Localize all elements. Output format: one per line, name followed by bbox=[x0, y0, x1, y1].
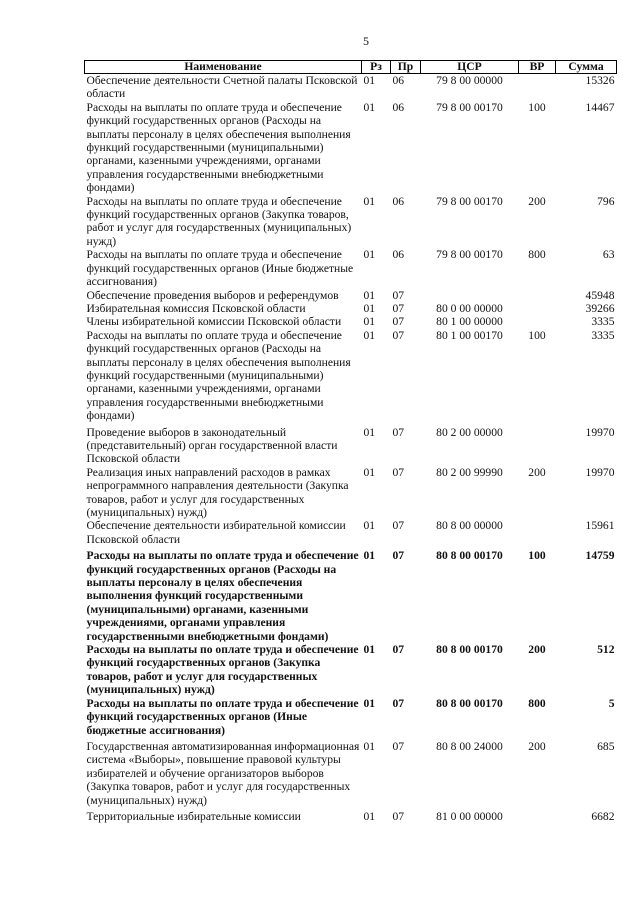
row-csr: 80 8 00 00000 bbox=[436, 519, 503, 533]
row-name: Расходы на выплаты по оплате труда и обеспечение функций государственных органов (Иные бюджетные ассигнования) bbox=[86, 696, 359, 737]
row-pr: 07 bbox=[392, 696, 405, 710]
row-vr: 200 bbox=[528, 194, 546, 208]
row-pr: 07 bbox=[392, 425, 405, 439]
row-name: Реализация иных направлений расходов в рамках непрограммного направления деятельности (Закупка товаров, работ и услуг для государственных (муниципальных) нужд) bbox=[86, 465, 349, 519]
row-vr bbox=[519, 289, 556, 302]
row-sum: 63 bbox=[602, 248, 615, 262]
row-name: Обеспечение проведения выборов и референдумов bbox=[86, 288, 339, 302]
row-pr: 06 bbox=[392, 248, 405, 262]
row-rz: 01 bbox=[363, 301, 376, 315]
row-csr: 80 1 00 00000 bbox=[436, 315, 503, 329]
row-csr: 79 8 00 00000 bbox=[436, 74, 503, 87]
row-csr: 80 2 00 00000 bbox=[436, 425, 503, 439]
column-header-name: Наименование bbox=[85, 61, 362, 74]
row-csr: 80 8 00 00170 bbox=[436, 643, 503, 657]
row-name: Расходы на выплаты по оплате труда и обеспечение функций государственных органов (Расходы на выплаты персоналу в целях обеспечения выполнения функций государственными (муниципальными) органами, казенными учреждениями, органами управления государственными внебюджетными фондами) bbox=[86, 100, 351, 195]
row-name: Расходы на выплаты по оплате труда и обеспечение функций государственных органов (Расходы на выплаты персоналу в целях обеспечения выполнения функций государственными (муниципальными) органами, казенными учреждениями, органами управления государственными внебюджетными фондами) bbox=[86, 549, 359, 643]
row-rz: 01 bbox=[363, 549, 376, 563]
row-sum: 512 bbox=[597, 643, 615, 657]
row-vr: 100 bbox=[528, 100, 546, 114]
table-row bbox=[85, 737, 617, 807]
column-header-csr: ЦСР bbox=[421, 61, 519, 74]
row-sum: 14467 bbox=[585, 100, 615, 114]
row-rz: 01 bbox=[363, 100, 376, 114]
row-csr bbox=[421, 289, 519, 302]
table-row bbox=[85, 807, 617, 823]
row-pr: 07 bbox=[392, 288, 405, 302]
row-sum: 6682 bbox=[591, 809, 615, 823]
row-pr: 07 bbox=[392, 301, 405, 315]
row-rz: 01 bbox=[363, 519, 376, 533]
row-vr: 800 bbox=[528, 696, 546, 710]
row-vr: 100 bbox=[528, 328, 546, 342]
row-rz: 01 bbox=[363, 288, 376, 302]
row-csr: 80 8 00 24000 bbox=[436, 739, 503, 753]
row-sum: 3335 bbox=[591, 328, 615, 342]
row-rz: 01 bbox=[363, 643, 376, 657]
row-sum: 796 bbox=[597, 194, 615, 208]
table-row bbox=[85, 302, 617, 315]
column-header-pr: Пр bbox=[391, 61, 421, 74]
table-row bbox=[85, 289, 617, 302]
row-sum: 15326 bbox=[585, 74, 615, 87]
row-csr: 80 0 00 00000 bbox=[436, 301, 503, 315]
row-name: Государственная автоматизированная информационная система «Выборы», повышение правовой культуры избирателей и обучение организаторов выборов (Закупка товаров, работ и услуг для государственных (муниципальных) нужд) bbox=[86, 739, 360, 807]
table-row bbox=[85, 519, 617, 546]
row-name: Территориальные избирательные комиссии bbox=[86, 809, 301, 823]
row-rz: 01 bbox=[363, 739, 376, 753]
row-sum: 685 bbox=[597, 739, 615, 753]
row-pr: 06 bbox=[392, 100, 405, 114]
row-vr: 200 bbox=[528, 739, 546, 753]
row-name: Обеспечение деятельности избирательной комиссии Псковской области bbox=[86, 519, 346, 546]
row-rz: 01 bbox=[363, 328, 376, 342]
table-body bbox=[85, 74, 617, 824]
row-rz: 01 bbox=[363, 465, 376, 479]
row-name: Члены избирательной комиссии Псковской области bbox=[86, 315, 342, 329]
row-vr bbox=[519, 74, 556, 101]
row-vr: 200 bbox=[528, 643, 546, 657]
row-sum: 39266 bbox=[585, 301, 615, 315]
row-vr bbox=[519, 423, 556, 466]
row-csr: 79 8 00 00170 bbox=[436, 100, 503, 114]
row-rz: 01 bbox=[363, 315, 376, 329]
row-sum: 15961 bbox=[585, 519, 615, 533]
row-name: Расходы на выплаты по оплате труда и обеспечение функций государственных органов (Закупка товаров, работ и услуг для государственных (муниципальных) нужд) bbox=[86, 194, 352, 248]
table-row bbox=[85, 329, 617, 423]
row-csr: 80 1 00 00170 bbox=[436, 328, 503, 342]
budget-table bbox=[84, 60, 617, 823]
row-name: Расходы на выплаты по оплате труда и обеспечение функций государственных органов (Расходы на выплаты персоналу в целях обеспечения выполнения функций государственными (муниципальными) органами, казенными учреждениями, органами управления государственными внебюджетными фондами) bbox=[86, 328, 351, 423]
row-name: Избирательная комиссия Псковской области bbox=[86, 301, 306, 315]
table-row bbox=[85, 248, 617, 288]
row-rz: 01 bbox=[363, 425, 376, 439]
row-csr: 79 8 00 00170 bbox=[436, 248, 503, 262]
table-row bbox=[85, 466, 617, 520]
table-row bbox=[85, 546, 617, 643]
table-row bbox=[85, 423, 617, 466]
row-vr bbox=[519, 519, 556, 546]
table-header-row bbox=[85, 61, 617, 74]
page-number: 5 bbox=[363, 34, 369, 48]
row-pr: 07 bbox=[392, 739, 405, 753]
row-sum: 45948 bbox=[585, 288, 615, 302]
row-rz: 01 bbox=[363, 809, 376, 823]
row-csr: 79 8 00 00170 bbox=[436, 194, 503, 208]
row-pr: 06 bbox=[392, 194, 405, 208]
row-name: Расходы на выплаты по оплате труда и обеспечение функций государственных органов (Закупка товаров, работ и услуг для государственных (муниципальных) нужд) bbox=[86, 643, 359, 697]
column-header-rz: Рз bbox=[362, 61, 391, 74]
row-name: Проведение выборов в законодательный (представительный) орган государственной власти Псковской области bbox=[86, 425, 338, 466]
row-sum: 19970 bbox=[585, 425, 615, 439]
row-vr bbox=[519, 315, 556, 328]
row-pr: 07 bbox=[392, 465, 405, 479]
row-csr: 80 8 00 00170 bbox=[436, 549, 503, 563]
row-rz: 01 bbox=[363, 194, 376, 208]
row-pr: 07 bbox=[392, 328, 405, 342]
row-rz: 01 bbox=[363, 696, 376, 710]
row-pr: 07 bbox=[392, 315, 405, 329]
column-header-sum: Сумма bbox=[556, 61, 617, 74]
row-pr: 07 bbox=[392, 519, 405, 533]
table-row bbox=[85, 315, 617, 328]
row-csr: 80 2 00 99990 bbox=[436, 465, 503, 479]
table-row bbox=[85, 101, 617, 195]
table-row bbox=[85, 74, 617, 101]
row-pr: 07 bbox=[392, 643, 405, 657]
row-sum: 14759 bbox=[585, 549, 615, 563]
row-name: Расходы на выплаты по оплате труда и обеспечение функций государственных органов (Иные бюджетные ассигнования) bbox=[86, 248, 354, 289]
table-row bbox=[85, 643, 617, 697]
row-sum: 3335 bbox=[591, 315, 615, 329]
row-pr: 07 bbox=[392, 809, 405, 823]
column-header-vr: ВР bbox=[519, 61, 556, 74]
row-vr bbox=[519, 302, 556, 315]
row-csr: 81 0 00 00000 bbox=[436, 809, 503, 823]
row-pr: 07 bbox=[392, 549, 405, 563]
row-name: Обеспечение деятельности Счетной палаты Псковской области bbox=[86, 74, 358, 101]
table-row bbox=[85, 195, 617, 249]
row-vr: 200 bbox=[528, 465, 546, 479]
row-sum: 19970 bbox=[585, 465, 615, 479]
row-rz: 01 bbox=[363, 248, 376, 262]
row-sum: 5 bbox=[608, 696, 615, 710]
table-row bbox=[85, 697, 617, 737]
row-vr: 800 bbox=[528, 248, 546, 262]
row-vr: 100 bbox=[528, 549, 546, 563]
row-csr: 80 8 00 00170 bbox=[436, 696, 503, 710]
row-vr bbox=[519, 807, 556, 823]
row-rz: 01 bbox=[363, 74, 376, 87]
row-pr: 06 bbox=[392, 74, 405, 87]
